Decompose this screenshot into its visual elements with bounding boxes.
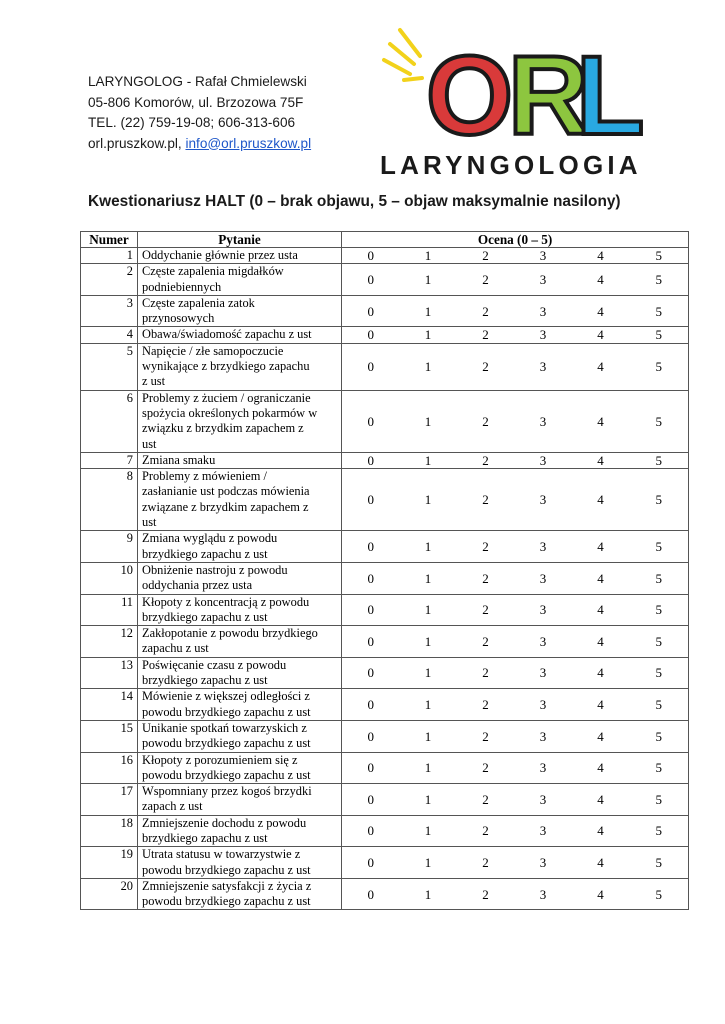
score-option-2[interactable]: 2 [457, 752, 515, 784]
score-option-5[interactable]: 5 [630, 295, 689, 327]
score-option-1[interactable]: 1 [400, 847, 457, 879]
score-option-4[interactable]: 4 [572, 327, 630, 343]
row-number: 15 [81, 720, 138, 752]
score-option-1[interactable]: 1 [400, 264, 457, 296]
score-option-4[interactable]: 4 [572, 784, 630, 816]
row-number: 1 [81, 248, 138, 264]
question-line: brzydkiego zapachu z ust [142, 673, 268, 688]
question-line: powodu brzydkiego zapachu z ust [142, 767, 311, 782]
score-option-0[interactable]: 0 [342, 720, 400, 752]
score-option-2[interactable]: 2 [457, 562, 515, 594]
score-option-1[interactable]: 1 [400, 390, 457, 452]
question-line: przynosowych [142, 311, 215, 326]
score-option-5[interactable]: 5 [630, 594, 689, 626]
row-question [138, 343, 342, 390]
table-row [81, 847, 689, 879]
score-option-3[interactable]: 3 [515, 657, 572, 689]
question-line: podniebiennych [142, 279, 222, 294]
score-option-3[interactable]: 3 [515, 264, 572, 296]
row-number: 16 [81, 752, 138, 784]
score-option-4[interactable]: 4 [572, 720, 630, 752]
score-option-1[interactable]: 1 [400, 248, 457, 264]
score-option-1[interactable]: 1 [400, 327, 457, 343]
question-line: spożycia określonych pokarmów w [142, 405, 318, 420]
logo-rays [384, 30, 422, 80]
score-option-0[interactable]: 0 [342, 562, 400, 594]
score-option-2[interactable]: 2 [457, 327, 515, 343]
score-option-0[interactable]: 0 [342, 689, 400, 721]
score-option-1[interactable]: 1 [400, 657, 457, 689]
row-question [138, 657, 342, 689]
row-question [138, 752, 342, 784]
question-line: Problemy z mówieniem / [142, 469, 267, 484]
row-number: 17 [81, 784, 138, 816]
score-option-0[interactable]: 0 [342, 343, 400, 390]
halt-table [80, 231, 689, 910]
score-option-2[interactable]: 2 [457, 531, 515, 563]
contact-block [88, 72, 311, 154]
table-row [81, 469, 689, 531]
score-option-0[interactable]: 0 [342, 815, 400, 847]
score-option-2[interactable]: 2 [457, 657, 515, 689]
score-option-3[interactable]: 3 [515, 752, 572, 784]
question-line: ust [142, 515, 157, 530]
score-option-4[interactable]: 4 [572, 562, 630, 594]
question-line: powodu brzydkiego zapachu z ust [142, 736, 311, 751]
score-option-2[interactable]: 2 [457, 594, 515, 626]
score-option-2[interactable]: 2 [457, 264, 515, 296]
score-option-4[interactable]: 4 [572, 689, 630, 721]
score-option-0[interactable]: 0 [342, 295, 400, 327]
question-line: brzydkiego zapachu z ust [142, 609, 268, 624]
score-option-0[interactable]: 0 [342, 264, 400, 296]
score-option-2[interactable]: 2 [457, 815, 515, 847]
score-option-4[interactable]: 4 [572, 657, 630, 689]
question-line: brzydkiego zapachu z ust [142, 830, 268, 845]
score-option-3[interactable]: 3 [515, 878, 572, 910]
row-number: 8 [81, 469, 138, 531]
score-option-2[interactable]: 2 [457, 720, 515, 752]
header-number: Numer [81, 232, 138, 248]
score-option-1[interactable]: 1 [400, 469, 457, 531]
score-option-2[interactable]: 2 [457, 295, 515, 327]
row-question [138, 815, 342, 847]
table-row [81, 689, 689, 721]
question-line: zapach z ust [142, 799, 203, 814]
score-option-5[interactable]: 5 [630, 390, 689, 452]
score-option-5[interactable]: 5 [630, 878, 689, 910]
row-question [138, 452, 342, 468]
score-option-4[interactable]: 4 [572, 343, 630, 390]
question-line: powodu brzydkiego zapachu z ust [142, 862, 311, 877]
score-option-5[interactable]: 5 [630, 562, 689, 594]
table-row [81, 327, 689, 343]
score-option-2[interactable]: 2 [457, 390, 515, 452]
score-option-3[interactable]: 3 [515, 720, 572, 752]
header-rating: Ocena (0 – 5) [342, 232, 689, 248]
question-line: związane z brzydkim zapachem z [142, 499, 309, 514]
score-option-3[interactable]: 3 [515, 784, 572, 816]
question-line: Unikanie spotkań towarzyskich z [142, 720, 307, 735]
table-row [81, 720, 689, 752]
score-option-1[interactable]: 1 [400, 720, 457, 752]
question-line: Obniżenie nastroju z powodu [142, 562, 288, 577]
row-question [138, 847, 342, 879]
table-header-row [81, 232, 689, 248]
question-line: Zmiana smaku [142, 452, 216, 467]
score-option-2[interactable]: 2 [457, 878, 515, 910]
row-question [138, 878, 342, 910]
score-option-2[interactable]: 2 [457, 452, 515, 468]
row-number: 11 [81, 594, 138, 626]
score-option-4[interactable]: 4 [572, 594, 630, 626]
row-number: 5 [81, 343, 138, 390]
question-line: zasłanianie ust podczas mówienia [142, 484, 310, 499]
score-option-3[interactable]: 3 [515, 327, 572, 343]
score-option-1[interactable]: 1 [400, 343, 457, 390]
question-line: zapachu z ust [142, 641, 209, 656]
score-option-1[interactable]: 1 [400, 295, 457, 327]
score-option-0[interactable]: 0 [342, 784, 400, 816]
score-option-5[interactable]: 5 [630, 264, 689, 296]
score-option-1[interactable]: 1 [400, 594, 457, 626]
score-option-1[interactable]: 1 [400, 752, 457, 784]
table-row [81, 784, 689, 816]
row-question [138, 626, 342, 658]
question-line: powodu brzydkiego zapachu z ust [142, 704, 311, 719]
score-option-1[interactable]: 1 [400, 452, 457, 468]
score-option-5[interactable]: 5 [630, 469, 689, 531]
contact-web [88, 134, 311, 155]
row-question [138, 390, 342, 452]
score-option-4[interactable]: 4 [572, 847, 630, 879]
row-question [138, 594, 342, 626]
score-option-5[interactable]: 5 [630, 452, 689, 468]
row-number: 6 [81, 390, 138, 452]
table-row [81, 657, 689, 689]
score-option-3[interactable]: 3 [515, 452, 572, 468]
score-option-1[interactable]: 1 [400, 562, 457, 594]
logo-letter-r: R [508, 33, 589, 158]
question-line: ust [142, 436, 157, 451]
score-option-0[interactable]: 0 [342, 390, 400, 452]
score-option-0[interactable]: 0 [342, 327, 400, 343]
score-option-4[interactable]: 4 [572, 248, 630, 264]
row-question [138, 562, 342, 594]
score-option-4[interactable]: 4 [572, 295, 630, 327]
table-row [81, 752, 689, 784]
score-option-2[interactable]: 2 [457, 689, 515, 721]
score-option-4[interactable]: 4 [572, 752, 630, 784]
question-line: powodu brzydkiego zapachu z ust [142, 894, 311, 909]
table-row [81, 531, 689, 563]
score-option-0[interactable]: 0 [342, 469, 400, 531]
score-option-3[interactable]: 3 [515, 390, 572, 452]
question-line: Zmniejszenie dochodu z powodu [142, 815, 307, 830]
score-option-5[interactable]: 5 [630, 847, 689, 879]
score-option-0[interactable]: 0 [342, 594, 400, 626]
contact-email-link[interactable]: info@orl.pruszkow.pl [185, 135, 312, 151]
score-option-5[interactable]: 5 [630, 752, 689, 784]
score-option-4[interactable]: 4 [572, 531, 630, 563]
score-option-5[interactable]: 5 [630, 327, 689, 343]
question-line: Poświęcanie czasu z powodu [142, 657, 287, 672]
score-option-3[interactable]: 3 [515, 469, 572, 531]
table-row [81, 562, 689, 594]
score-option-1[interactable]: 1 [400, 626, 457, 658]
logo-wordmark: LARYNGOLOGIA [380, 150, 642, 180]
score-option-0[interactable]: 0 [342, 657, 400, 689]
row-number: 4 [81, 327, 138, 343]
row-question [138, 295, 342, 327]
score-option-0[interactable]: 0 [342, 626, 400, 658]
score-option-2[interactable]: 2 [457, 343, 515, 390]
table-row [81, 264, 689, 296]
score-option-3[interactable]: 3 [515, 343, 572, 390]
score-option-5[interactable]: 5 [630, 689, 689, 721]
question-line: Obawa/świadomość zapachu z ust [142, 327, 312, 342]
row-number: 19 [81, 847, 138, 879]
row-question [138, 469, 342, 531]
row-number: 2 [81, 264, 138, 296]
score-option-3[interactable]: 3 [515, 689, 572, 721]
score-option-4[interactable]: 4 [572, 264, 630, 296]
score-option-1[interactable]: 1 [400, 784, 457, 816]
score-option-3[interactable]: 3 [515, 295, 572, 327]
score-option-2[interactable]: 2 [457, 248, 515, 264]
score-option-1[interactable]: 1 [400, 878, 457, 910]
score-option-5[interactable]: 5 [630, 248, 689, 264]
row-number: 7 [81, 452, 138, 468]
contact-name: LARYNGOLOG - Rafał Chmielewski [88, 74, 307, 89]
score-option-2[interactable]: 2 [457, 847, 515, 879]
header-question: Pytanie [138, 232, 342, 248]
table-row [81, 815, 689, 847]
score-option-1[interactable]: 1 [400, 531, 457, 563]
page-title: Kwestionariusz HALT (0 – brak objawu, 5 – objaw maksymalnie nasilony) [88, 193, 621, 210]
contact-address: 05-806 Komorów, ul. Brzozowa 75F [88, 94, 304, 110]
row-question [138, 531, 342, 563]
logo-letter-l: L [576, 33, 645, 158]
question-line: Zmiana wyglądu z powodu [142, 531, 278, 546]
score-option-3[interactable]: 3 [515, 847, 572, 879]
score-option-5[interactable]: 5 [630, 815, 689, 847]
row-number: 10 [81, 562, 138, 594]
score-option-0[interactable]: 0 [342, 878, 400, 910]
row-question [138, 784, 342, 816]
question-line: Oddychanie głównie przez usta [142, 248, 298, 262]
row-question [138, 689, 342, 721]
score-option-3[interactable]: 3 [515, 248, 572, 264]
row-question [138, 327, 342, 343]
question-line: Zakłopotanie z powodu brzydkiego [142, 626, 318, 641]
row-number: 18 [81, 815, 138, 847]
table-row [81, 626, 689, 658]
row-number: 20 [81, 878, 138, 910]
table-row [81, 248, 689, 264]
score-option-3[interactable]: 3 [515, 626, 572, 658]
score-option-5[interactable]: 5 [630, 720, 689, 752]
table-row [81, 878, 689, 910]
score-option-4[interactable]: 4 [572, 390, 630, 452]
score-option-2[interactable]: 2 [457, 784, 515, 816]
question-line: Napięcie / złe samopoczucie [142, 343, 284, 358]
score-option-2[interactable]: 2 [457, 626, 515, 658]
row-number: 9 [81, 531, 138, 563]
row-question [138, 720, 342, 752]
contact-website: orl.pruszkow.pl, [88, 135, 186, 151]
row-question [138, 248, 342, 264]
score-option-0[interactable]: 0 [342, 452, 400, 468]
row-question [138, 264, 342, 296]
table-row [81, 295, 689, 327]
logo-letter-o: O [426, 33, 514, 158]
question-line: Kłopoty z porozumieniem się z [142, 752, 298, 767]
score-option-3[interactable]: 3 [515, 594, 572, 626]
score-option-1[interactable]: 1 [400, 815, 457, 847]
score-option-5[interactable]: 5 [630, 784, 689, 816]
score-option-1[interactable]: 1 [400, 689, 457, 721]
question-line: Problemy z żuciem / ograniczanie [142, 390, 311, 405]
score-option-5[interactable]: 5 [630, 343, 689, 390]
question-line: oddychania przez usta [142, 578, 253, 593]
score-option-0[interactable]: 0 [342, 531, 400, 563]
question-line: wynikające z brzydkiego zapachu [142, 359, 310, 374]
score-option-4[interactable]: 4 [572, 878, 630, 910]
question-line: Kłopoty z koncentracją z powodu [142, 594, 310, 609]
score-option-4[interactable]: 4 [572, 626, 630, 658]
row-number: 3 [81, 295, 138, 327]
row-number: 13 [81, 657, 138, 689]
question-line: Częste zapalenia migdałków [142, 264, 284, 279]
score-option-3[interactable]: 3 [515, 531, 572, 563]
score-option-5[interactable]: 5 [630, 626, 689, 658]
question-line: związku z brzydkim zapachem z [142, 421, 304, 436]
score-option-3[interactable]: 3 [515, 562, 572, 594]
score-option-3[interactable]: 3 [515, 815, 572, 847]
question-line: z ust [142, 374, 166, 389]
table-row [81, 594, 689, 626]
row-number: 12 [81, 626, 138, 658]
score-option-0[interactable]: 0 [342, 248, 400, 264]
question-line: Mówienie z większej odległości z [142, 689, 310, 704]
contact-phone: TEL. (22) 759-19-08; 606-313-606 [88, 115, 296, 130]
table-row [81, 343, 689, 390]
question-line: brzydkiego zapachu z ust [142, 546, 268, 561]
score-option-4[interactable]: 4 [572, 469, 630, 531]
question-line: Wspomniany przez kogoś brzydki [142, 784, 312, 799]
score-option-5[interactable]: 5 [630, 531, 689, 563]
table-row [81, 452, 689, 468]
score-option-4[interactable]: 4 [572, 452, 630, 468]
question-line: Zmniejszenie satysfakcji z życia z [142, 878, 312, 893]
score-option-2[interactable]: 2 [457, 469, 515, 531]
table-row [81, 390, 689, 452]
question-line: Częste zapalenia zatok [142, 295, 255, 310]
score-option-0[interactable]: 0 [342, 752, 400, 784]
row-number: 14 [81, 689, 138, 721]
score-option-5[interactable]: 5 [630, 657, 689, 689]
question-line: Utrata statusu w towarzystwie z [142, 847, 301, 862]
score-option-0[interactable]: 0 [342, 847, 400, 879]
score-option-4[interactable]: 4 [572, 815, 630, 847]
